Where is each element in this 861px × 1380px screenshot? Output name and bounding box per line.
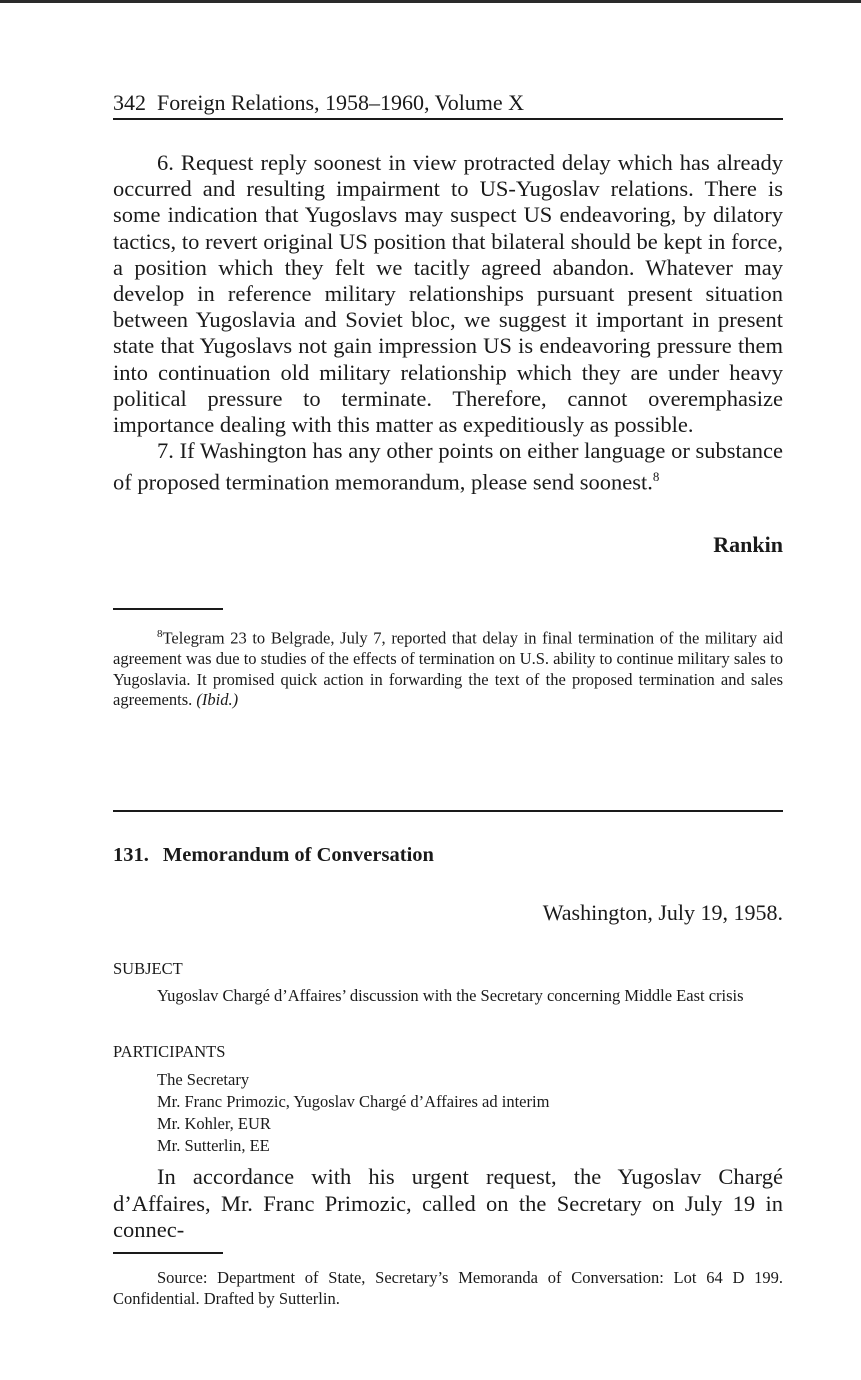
dateline: Washington, July 19, 1958.	[542, 900, 783, 925]
paragraph-7	[113, 438, 783, 496]
opening-paragraph: In accordance with his urgent request, the Yugoslav Chargé d’Affaires, Mr. Franc Primozic, called on the Secretary on July 19 in connec-	[113, 1164, 783, 1242]
subject-block	[157, 985, 783, 1007]
document-number: 131.	[113, 844, 149, 866]
page-number: 342	[113, 90, 146, 115]
telegram-body	[113, 150, 783, 496]
page-top-edge	[0, 0, 861, 3]
participant-item: Mr. Kohler, EUR	[157, 1114, 271, 1133]
source-note-rule	[113, 1252, 223, 1254]
footnote-rule	[113, 608, 223, 610]
section-rule	[113, 810, 783, 812]
footnote-ref-8: 8	[652, 469, 660, 485]
subject-label: SUBJECT	[113, 959, 183, 978]
paragraph-7-text: 7. If Washington has any other points on either language or substance of proposed termination memorandum, please send soonest.	[113, 438, 783, 495]
document-title: Memorandum of Conversation	[162, 844, 434, 866]
footnote-text: Telegram 23 to Belgrade, July 7, reported that delay in final termination of the military aid agreement was due to studies of the effects of termination on U.S. ability to continue military sales to Yugoslavia. It promised quick action in forwarding the text of the proposed termination and sales agreements.	[113, 628, 783, 709]
participant-item: The Secretary	[157, 1070, 250, 1089]
participants-list	[157, 1069, 783, 1157]
subject-text: Yugoslav Chargé d’Affaires’ discussion with the Secretary concerning Middle East crisis	[157, 986, 744, 1005]
footnote-citation: (Ibid.)	[196, 690, 239, 709]
source-note-text: Source: Department of State, Secretary’s Memoranda of Conversation: Lot 64 D 199. Confidential. Drafted by Sutterlin.	[113, 1268, 783, 1308]
document-heading	[113, 840, 434, 870]
footnote-marker: 8	[157, 628, 163, 640]
source-note	[113, 1268, 783, 1309]
participant-item: Mr. Franc Primozic, Yugoslav Chargé d’Affaires ad interim	[157, 1092, 550, 1111]
header-rule	[113, 118, 783, 120]
paragraph-6: 6. Request reply soonest in view protracted delay which has already occurred and resulting impairment to US-Yugoslav relations. There is some indication that Yugoslavs may suspect US endeavoring, by dilatory tactics, to revert original US position that bilateral should be kept in force, a position which they felt we tacitly agreed abandon. Whatever may develop in reference military relationships pursuant present situation between Yugoslavia and Soviet bloc, we suggest it important in present state that Yugoslavs not gain impression US is endeavoring pressure them into continuation old military relationship which they are under heavy political pressure to terminate. Therefore, cannot overemphasize importance dealing with this matter as expeditiously as possible.	[113, 150, 783, 438]
footnote-8	[113, 624, 783, 711]
signature: Rankin	[713, 532, 783, 557]
participants-label: PARTICIPANTS	[113, 1042, 226, 1061]
participant-item: Mr. Sutterlin, EE	[157, 1136, 270, 1155]
memorandum-body	[113, 1164, 783, 1244]
running-header	[113, 88, 783, 118]
running-title: Foreign Relations, 1958–1960, Volume X	[157, 90, 525, 115]
